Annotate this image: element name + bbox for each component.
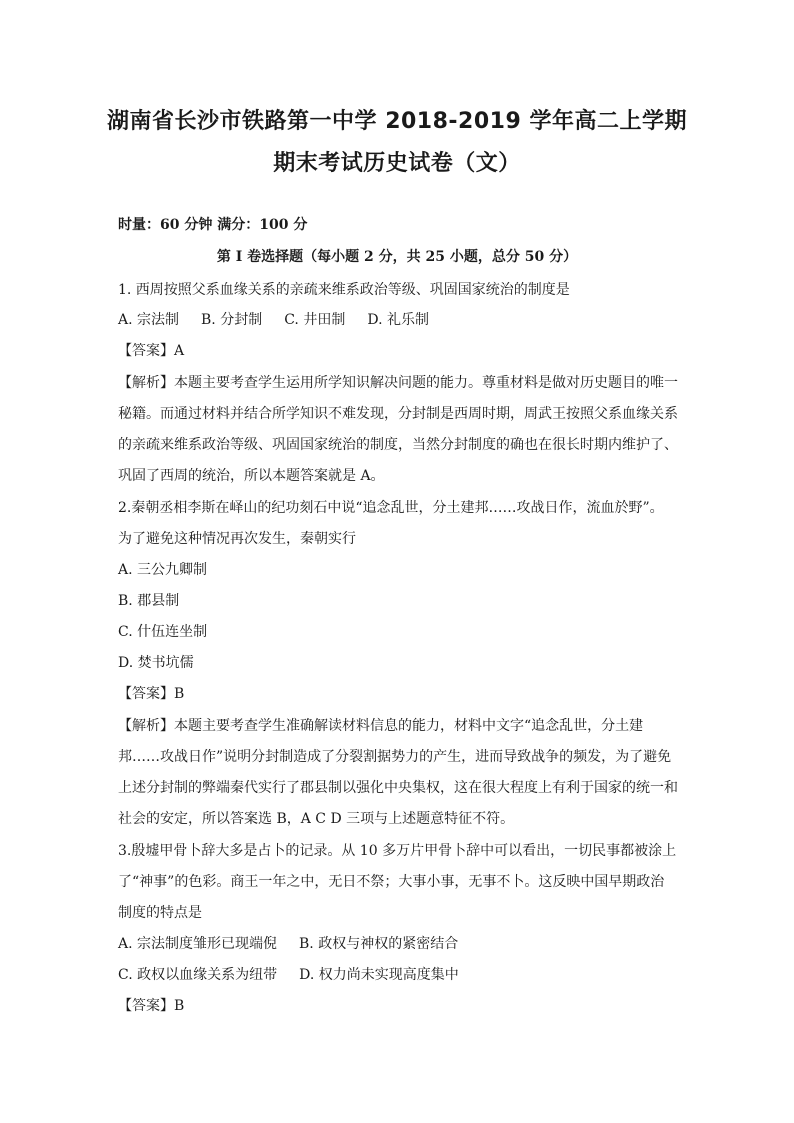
question-2-answer: 【答案】B: [118, 686, 185, 702]
question-2-stem: 2.秦朝丞相李斯在峄山的纪功刻石中说“追念乱世，分土建邦……攻战日作，流血於野”。: [118, 500, 664, 516]
question-2-analysis-line: 【解析】本题主要考查学生准确解读材料信息的能力，材料中文字“追念乱世，分土建: [118, 718, 644, 734]
q1-option-c: C. 井田制: [284, 312, 346, 328]
question-1-analysis-line: 巩固了西周的统治，所以本题答案就是 A。: [118, 468, 385, 484]
q3-option-b: B. 政权与神权的紧密结合: [299, 936, 459, 952]
q1-option-a: A. 宗法制: [118, 312, 180, 328]
question-3-stem: 了“神事”的色彩。商王一年之中，无日不祭；大事小事，无事不卜。这反映中国早期政治: [118, 874, 665, 890]
question-1-stem: 1. 西周按照父系血缘关系的亲疏来维系政治等级、巩固国家统治的制度是: [118, 282, 570, 298]
q2-option-b: B. 郡县制: [118, 593, 180, 609]
q2-option-a: A. 三公九卿制: [118, 562, 208, 578]
question-1-analysis-line: 【解析】本题主要考查学生运用所学知识解决问题的能力。尊重材料是做对历史题目的唯一: [118, 375, 678, 391]
question-3-stem: 制度的特点是: [118, 905, 202, 921]
question-2-stem: 为了避免这种情况再次发生，秦朝实行: [118, 531, 356, 547]
q2-option-d: D. 焚书坑儒: [118, 655, 194, 671]
q1-option-b: B. 分封制: [201, 312, 263, 328]
q2-option-c: C. 什伍连坐制: [118, 624, 208, 640]
q3-option-c: C. 政权以血缘关系为纽带: [118, 967, 278, 983]
exam-time-score: 时量：60 分钟 满分：100 分: [118, 217, 308, 233]
question-3-options-row2: [118, 965, 459, 985]
question-2-analysis-line: 邦……攻战日作”说明分封制造成了分裂割据势力的产生，进而导致战争的频发，为了避免: [118, 749, 672, 765]
question-1-options: [118, 310, 429, 330]
question-3-answer: 【答案】B: [118, 998, 185, 1014]
question-1-analysis-line: 秘籍。而通过材料并结合所学知识不难发现，分封制是西周时期，周武王按照父系血缘关系: [118, 406, 678, 422]
question-1-answer: 【答案】A: [118, 343, 185, 359]
q1-option-d: D. 礼乐制: [367, 312, 429, 328]
q3-option-a: A. 宗法制度雏形已现端倪: [118, 936, 278, 952]
section-heading: 第 I 卷选择题（每小题 2 分，共 25 小题，总分 50 分）: [216, 249, 578, 265]
question-2-analysis-line: 社会的安定，所以答案选 B，A C D 三项与上述题意特征不符。: [118, 811, 515, 827]
q3-option-d: D. 权力尚未实现高度集中: [299, 967, 459, 983]
exam-title-line2: 期末考试历史试卷（文）: [273, 151, 521, 176]
question-3-stem: 3.殷墟甲骨卜辞大多是占卜的记录。从 10 多万片甲骨卜辞中可以看出，一切民事都被涂上: [118, 843, 677, 859]
question-3-options-row1: [118, 934, 458, 954]
exam-title-line1: 湖南省长沙市铁路第一中学 2018-2019 学年高二上学期: [107, 109, 687, 134]
question-1-analysis-line: 的亲疏来维系政治等级、巩固国家统治的制度，当然分封制度的确也在很长时期内维护了、: [118, 437, 678, 453]
question-2-analysis-line: 上述分封制的弊端秦代实行了郡县制以强化中央集权，这在很大程度上有利于国家的统一和: [118, 780, 678, 796]
